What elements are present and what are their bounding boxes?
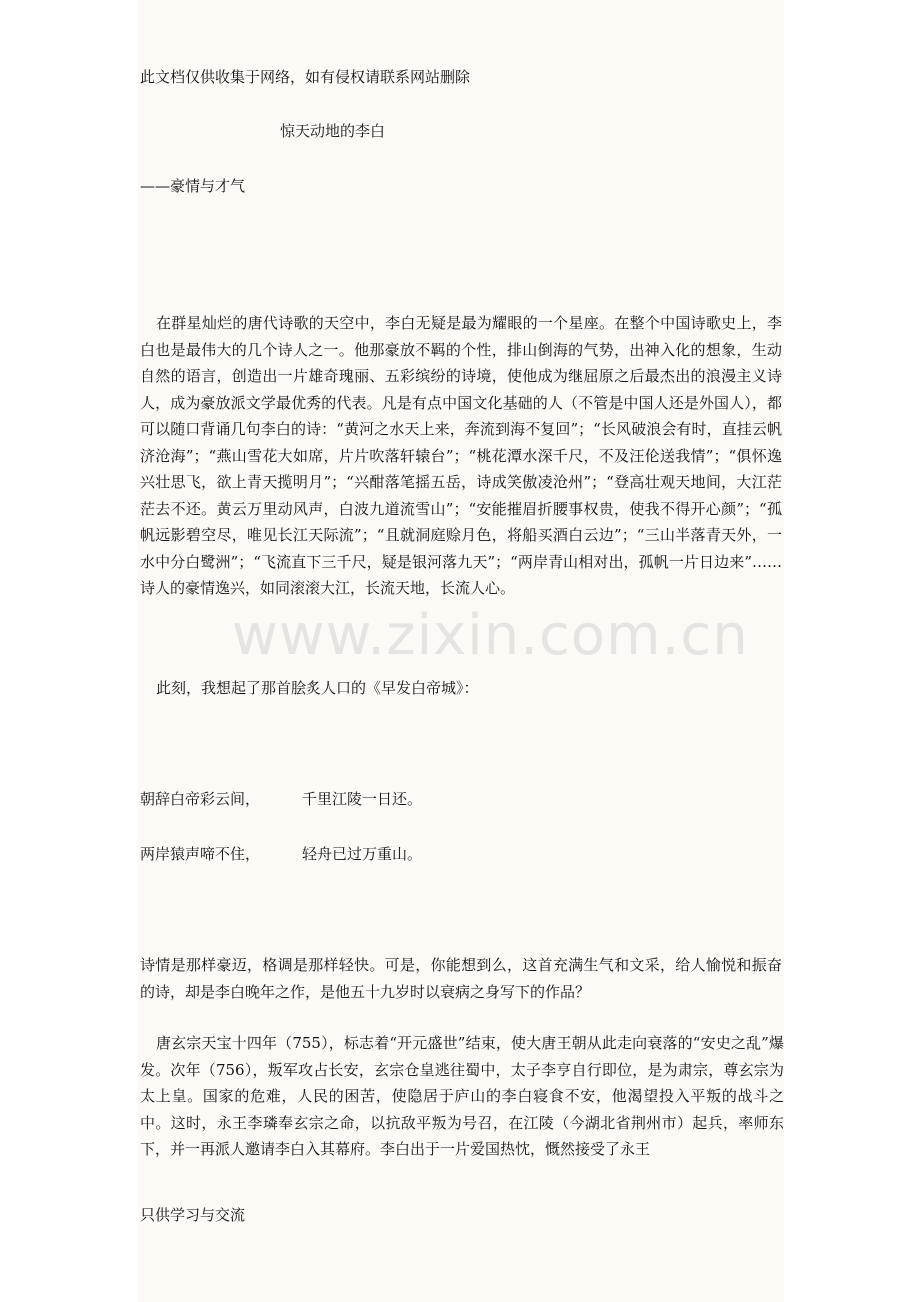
poem-line <box>140 843 422 865</box>
poem-line <box>140 788 422 810</box>
poem-line-first-half: 两岸猿声啼不住， <box>140 845 261 863</box>
poem-line-first-half: 朝辞白帝彩云间， <box>140 790 261 808</box>
poem-line-second-half: 轻舟已过万重山。 <box>302 845 423 863</box>
footer-disclaimer: 只供学习与交流 <box>140 1206 246 1224</box>
article-title: 惊天动地的李白 <box>280 122 386 140</box>
body-paragraph-poem-intro: 此刻，我想起了那首脍炙人口的《早发白帝城》： <box>156 679 479 697</box>
watermark-text: www.zixin.com.cn <box>232 603 749 668</box>
poem-line-second-half: 千里江陵一日还。 <box>302 790 423 808</box>
header-disclaimer: 此文档仅供收集于网络，如有侵权请联系网站删除 <box>140 68 471 86</box>
body-paragraph-history: 唐玄宗天宝十四年（755），标志着“开元盛世”结束，使大唐王朝从此走向衰落的“安史之乱”爆发。次年（756），叛军攻占长安，玄宗仓皇逃往蜀中，太子李亨自行即位，是为肃宗，尊玄宗为太上皇。国家的危难，人民的困苦，使隐居于庐山的李白寝食不安，他渴望投入平叛的战斗之中。这时，永王李璘奉玄宗之命，以抗敌平叛为号召，在江陵（今湖北省荆州市）起兵，率师东下，并一再派人邀请李白入其幕府。李白出于一片爱国热忱，慨然接受了永王 <box>140 1034 784 1158</box>
body-paragraph-intro: 在群星灿烂的唐代诗歌的天空中，李白无疑是最为耀眼的一个星座。在整个中国诗歌史上，李白也是最伟大的几个诗人之一。他那豪放不羁的个性，排山倒海的气势，出神入化的想象，生动自然的语言，创造出一片雄奇瑰丽、五彩缤纷的诗境，使他成为继屈原之后最杰出的浪漫主义诗人，成为豪放派文学最优秀的代表。凡是有点中国文化基础的人（不管是中国人还是外国人），都可以随口背诵几句李白的诗：“黄河之水天上来，奔流到海不复回”；“长风破浪会有时，直挂云帆济沧海”；“燕山雪花大如席，片片吹落轩辕台”；“桃花潭水深千尺，不及汪伦送我情”；“俱怀逸兴壮思飞，欲上青天揽明月”；“兴酣落笔摇五岳，诗成笑傲凌沧州”；“登高壮观天地间，大江茫茫去不还。黄云万里动风声，白波九道流雪山”；“安能摧眉折腰事权贵，使我不得开心颜”；“孤帆远影碧空尽，唯见长江天际流”；“且就洞庭赊月色，将船买酒白云边”；“三山半落青天外，一水中分白鹭洲”；“飞流直下三千尺，疑是银河落九天”；“两岸青山相对出，孤帆一片日边来”……诗人的豪情逸兴，如同滚滚大江，长流天地，长流人心。 <box>140 314 782 597</box>
body-paragraph-commentary: 诗情是那样豪迈，格调是那样轻快。可是，你能想到么，这首充满生气和文采，给人愉悦和振奋的诗，却是李白晚年之作，是他五十九岁时以衰病之身写下的作品？ <box>140 956 782 1001</box>
article-subtitle: ——豪情与才气 <box>140 177 246 195</box>
